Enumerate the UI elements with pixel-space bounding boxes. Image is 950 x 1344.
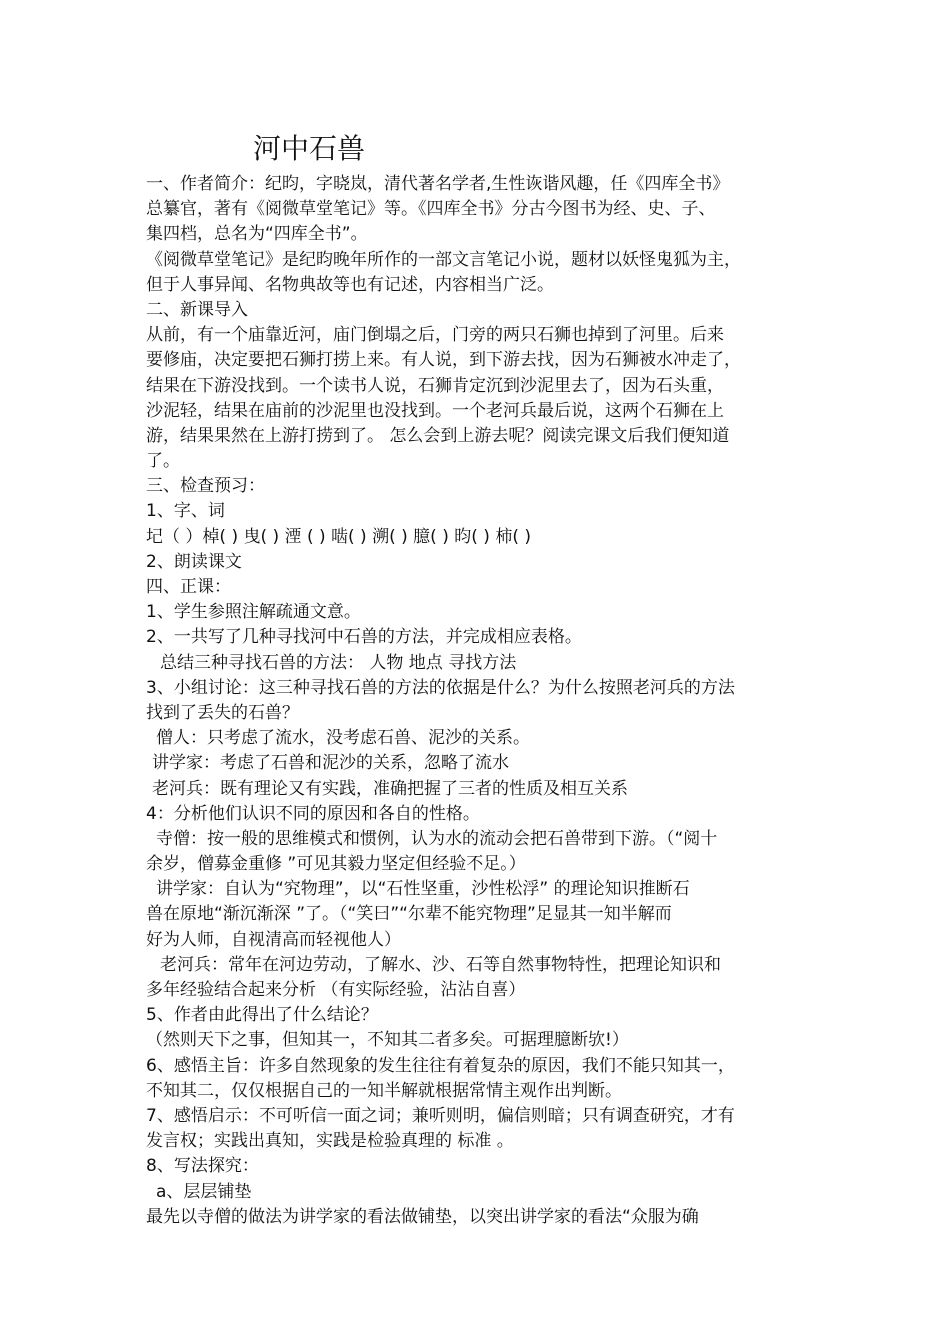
document-body	[146, 172, 826, 1230]
text-line: 游，结果果然在上游打捞到了。 怎么会到上游去呢？阅读完课文后我们便知道	[146, 425, 730, 446]
text-line: 2、朗读课文	[146, 551, 242, 572]
text-line: 5、作者由此得出了什么结论？	[146, 1005, 378, 1026]
text-line: 讲学家：考虑了石兽和泥沙的关系，忽略了流水	[152, 753, 509, 774]
text-line: 僧人：只考虑了流水，没考虑石兽、泥沙的关系。	[156, 728, 530, 749]
text-line: 多年经验结合起来分析 （有实际经验，沾沾自喜）	[146, 980, 526, 1000]
text-line: 寺僧：按一般的思维模式和惯例，认为水的流动会把石兽带到下游。（“阅十	[156, 828, 718, 849]
text-line: 讲学家：自认为“究物理”，以“石性坚重，沙性松浮” 的理论知识推断石	[156, 879, 690, 900]
text-line: 余岁，僧募金重修 ”可见其毅力坚定但经验不足。）	[146, 854, 526, 875]
section-heading: 四、正课：	[146, 577, 231, 597]
text-line: 不知其二，仅仅根据自己的一知半解就根据常情主观作出判断。	[146, 1080, 622, 1101]
text-line: 老河兵：既有理论又有实践，准确把握了三者的性质及相互关系	[152, 778, 628, 799]
text-line: 发言权；实践出真知，实践是检验真理的 标准 。	[146, 1131, 514, 1152]
text-line: 从前，有一个庙靠近河，庙门倒塌之后，门旁的两只石狮也掉到了河里。后来	[146, 325, 724, 346]
text-line: 7、感悟启示：不可听信一面之词；兼听则明，偏信则暗；只有调查研究，才有	[146, 1105, 735, 1126]
text-line: a、层层铺垫	[156, 1181, 252, 1202]
text-line: 8、写法探究：	[146, 1156, 259, 1177]
page-title: 河中石兽	[253, 132, 366, 165]
text-line: 老河兵：常年在河边劳动，了解水、沙、石等自然事物特性，把理论知识和	[160, 954, 721, 975]
text-line: 总纂官，著有《阅微草堂笔记》等。《四库全书》分古今图书为经、史、子、	[146, 199, 716, 220]
text-line: 《阅微草堂笔记》是纪昀晚年所作的一部文言笔记小说，题材以妖怪鬼狐为主，	[146, 249, 741, 270]
table-header-line: 总结三种寻找石兽的方法： 人物 地点 寻找方法	[160, 652, 517, 673]
text-line: 兽在原地“渐沉渐深 ”了。（“笑曰”“尔辈不能究物理”足显其一知半解而	[146, 904, 672, 925]
text-line: 沙泥轻，结果在庙前的沙泥里也没找到。一个老河兵最后说，这两个石狮在上	[146, 400, 724, 421]
text-line: （然则天下之事，但知其一，不知其二者多矣。可据理臆断欤!）	[146, 1030, 629, 1051]
text-line: 1、字、词	[146, 501, 225, 522]
text-line: 最先以寺僧的做法为讲学家的看法做铺垫，以突出讲学家的看法“众服为确	[146, 1206, 699, 1227]
text-line: 6、感悟主旨：许多自然现象的发生往往有着复杂的原因，我们不能只知其一，	[146, 1055, 735, 1076]
text-line: 4：分析他们认识不同的原因和各自的性格。	[146, 803, 480, 824]
vocabulary-line: 圮（ ）棹( ) 曳( ) 湮 ( ) 啮( ) 溯( ) 臆( ) 昀( ) 柿( )	[146, 526, 531, 547]
section-heading: 二、新课导入	[146, 299, 248, 320]
text-line: 了。	[146, 451, 180, 472]
text-line: 找到了丢失的石兽？	[146, 702, 299, 723]
text-line: 一、作者简介：纪昀，字晓岚，清代著名学者,生性诙谐风趣，任《四库全书》	[146, 174, 730, 194]
text-line: 但于人事异闻、名物典故等也有记述，内容相当广泛。	[146, 274, 554, 295]
section-heading: 三、检查预习：	[146, 476, 265, 497]
text-line: 2、一共写了几种寻找河中石兽的方法，并完成相应表格。	[146, 627, 582, 648]
text-line: 结果在下游没找到。一个读书人说，石狮肯定沉到沙泥里去了，因为石头重，	[146, 375, 724, 396]
text-line: 集四档，总名为“四库全书”。	[146, 224, 368, 245]
text-line: 3、小组讨论：这三种寻找石兽的方法的依据是什么？为什么按照老河兵的方法	[146, 677, 735, 698]
text-line: 好为人师，自视清高而轻视他人）	[146, 929, 401, 950]
text-line: 要修庙，决定要把石狮打捞上来。有人说，到下游去找，因为石狮被水冲走了，	[146, 350, 741, 371]
text-line: 1、学生参照注解疏通文意。	[146, 602, 361, 623]
